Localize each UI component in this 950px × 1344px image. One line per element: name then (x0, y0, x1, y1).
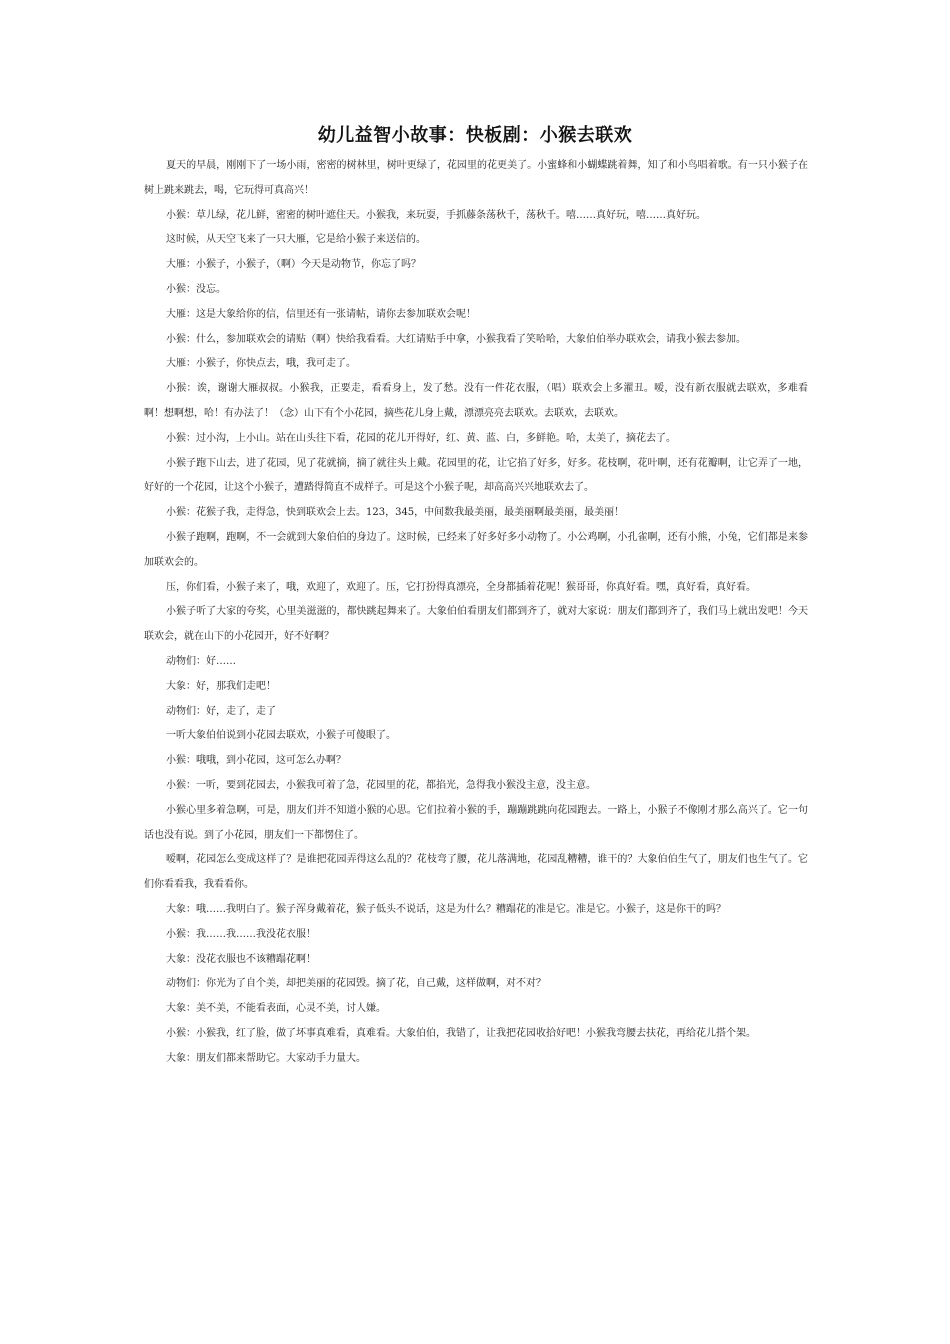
paragraph: 大象：哦……我明白了。猴子浑身戴着花，猴子低头不说话，这是为什么？糟蹋花的准是它。准是它。小猴子，这是你干的吗？ (166, 903, 726, 915)
paragraph: 小猴心里多着急啊，可是，朋友们并不知道小猴的心思。它们拉着小猴的手，蹦蹦跳跳向花园跑去。一路上，小猴子不像刚才那么高兴了。它一句话也没有说。到了小花园，朋友们一下都愣住了。 (144, 804, 808, 841)
paragraph: 动物们：好，走了，走了 (166, 705, 276, 717)
paragraph: 大象：美不美，不能看表面，心灵不美，讨人嫌。 (166, 1003, 386, 1015)
paragraph: 小猴：花猴子我，走得急，快到联欢会上去。123，345，中间数我最美丽，最美丽啊最美丽，最美丽！ (166, 507, 625, 519)
document-body (144, 154, 808, 1071)
paragraph: 大象：好，那我们走吧！ (166, 680, 276, 692)
paragraph: 小猴子跑下山去，进了花园，见了花就摘，摘了就往头上戴。花园里的花，让它掐了好多，好多。花枝啊，花叶啊，还有花瓣啊，让它弄了一地，好好的一个花园，让这个小猴子，遭踏得简直不成样子。可是这个小猴子呢，却高高兴兴地联欢去了。 (144, 457, 808, 494)
paragraph: 这时候，从天空飞来了一只大雁，它是给小猴子来送信的。 (166, 234, 426, 246)
paragraph: 小猴：诶，谢谢大雁叔叔。小猴我，正要走，看看身上，发了愁。没有一件花衣服，（唱）联欢会上多濯丑。嗳，没有新衣服就去联欢，多难看啊！想啊想，哈！有办法了！（念）山下有个小花园，摘些花儿身上戴，漂漂亮亮去联欢。去联欢，去联欢。 (144, 383, 808, 419)
paragraph: 小猴：没忘。 (166, 283, 226, 295)
paragraph: 小猴：过小沟，上小山。站在山头往下看，花园的花儿开得好，红、黄、蓝、白，多鲜艳。哈，太美了，摘花去了。 (166, 432, 676, 444)
paragraph: 小猴子跑啊，跑啊，不一会就到大象伯伯的身边了。这时候，已经来了好多好多小动物了。小公鸡啊，小孔雀啊，还有小熊，小兔，它们都是来参加联欢会的。 (144, 531, 808, 568)
paragraph: 小猴：一听，要到花园去，小猴我可着了急，花园里的花，都掐光，急得我小猴没主意，没主意。 (166, 779, 596, 791)
paragraph: 小猴：什么，参加联欢会的请贴（啊）快给我看看。大红请贴手中拿，小猴我看了笑哈哈，大象伯伯举办联欢会，请我小猴去参加。 (166, 333, 746, 345)
paragraph: 夏天的早晨，刚刚下了一场小雨，密密的树林里，树叶更绿了，花园里的花更美了。小蜜蜂和小蝴蝶跳着舞，知了和小鸟唱着歌。有一只小猴子在树上跳来跳去，喝，它玩得可真高兴！ (144, 160, 808, 196)
paragraph: 大象：朋友们都来帮助它。大家动手力量大。 (166, 1052, 366, 1064)
paragraph: 一听大象伯伯说到小花园去联欢，小猴子可傻眼了。 (166, 730, 396, 742)
paragraph: 压，你们看，小猴子来了，哦，欢迎了，欢迎了。压，它打扮得真漂亮，全身都插着花呢！猴哥哥，你真好看。嘿，真好看，真好看。 (166, 581, 756, 593)
paragraph: 大雁：小猴子，小猴子，（啊）今天是动物节，你忘了吗？ (166, 259, 421, 271)
paragraph: 动物们：好…… (166, 655, 236, 667)
paragraph: 大雁：这是大象给你的信，信里还有一张请帖，请你去参加联欢会呢！ (166, 308, 476, 320)
paragraph: 大雁：小猴子，你快点去，哦，我可走了。 (166, 358, 356, 370)
paragraph: 小猴子听了大家的夸奖，心里美滋滋的，都快跳起舞来了。大象伯伯看朋友们都到齐了，就对大家说：朋友们都到齐了，我们马上就出发吧！今天联欢会，就在山下的小花园开，好不好啊？ (144, 606, 808, 643)
paragraph: 小猴：哦哦，到小花园，这可怎么办啊？ (166, 755, 346, 767)
paragraph: 动物们：你光为了自个美，却把美丽的花园毁。摘了花，自己戴，这样做啊，对不对？ (166, 978, 546, 990)
paragraph: 小猴：草儿绿，花儿鲜，密密的树叶遮住天。小猴我，来玩耍，手抓藤条荡秋千，荡秋千。嘻……真好玩，嘻……真好玩。 (166, 209, 706, 221)
paragraph: 嗳啊，花园怎么变成这样了？是谁把花园弄得这么乱的？花枝弯了腰，花儿落满地，花园乱糟糟，谁干的？大象伯伯生气了，朋友们也生气了。它们你看看我，我看看你。 (144, 854, 808, 891)
paragraph: 小猴：小猴我，红了脸，做了坏事真难看，真难看。大象伯伯，我错了，让我把花园收拾好吧！小猴我弯腰去扶花，再给花儿搭个架。 (166, 1027, 756, 1039)
paragraph: 大象：没花衣服也不该糟蹋花啊！ (166, 953, 316, 965)
paragraph: 小猴：我……我……我没花衣服！ (166, 928, 316, 940)
document-title: 幼儿益智小故事：快板剧：小猴去联欢 (317, 125, 633, 146)
